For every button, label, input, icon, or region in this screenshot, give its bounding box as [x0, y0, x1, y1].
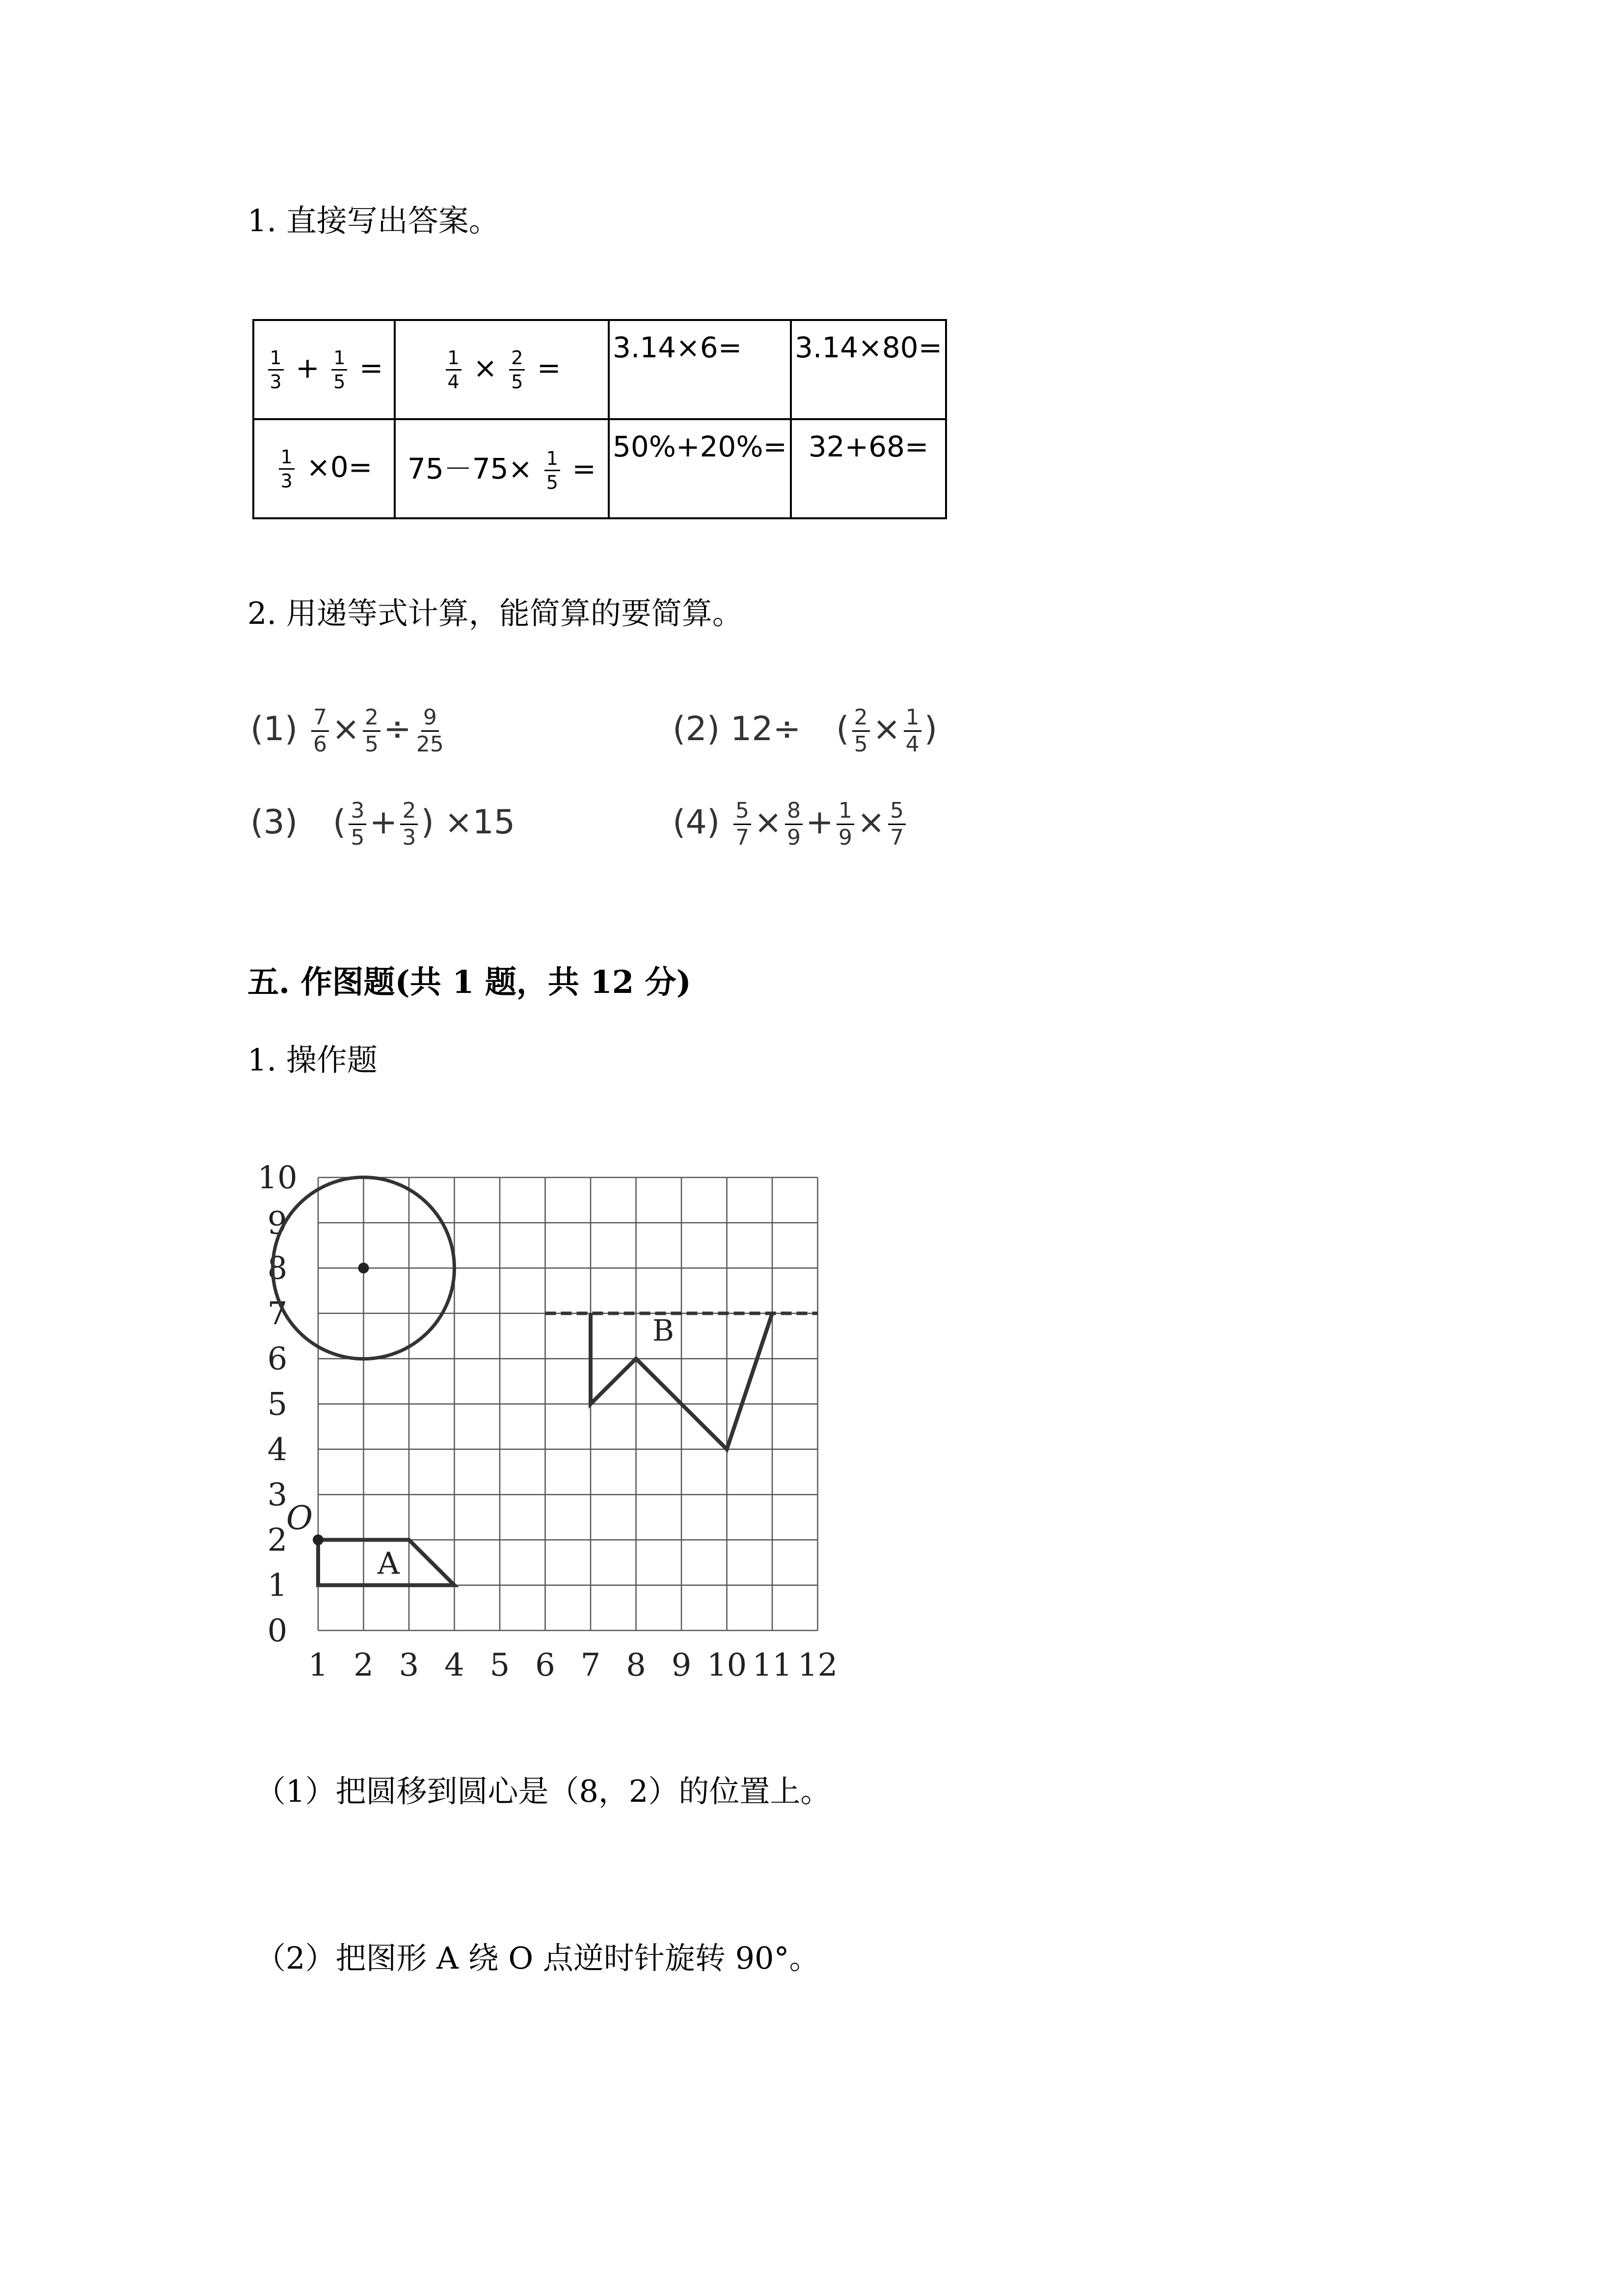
q1-title: 1. 直接写出答案。 — [247, 203, 499, 239]
fraction: $\frac{1}{4}$ — [904, 707, 921, 755]
problem-3: (3) ( $\frac{3}{5}$ + $\frac{2}{3}$ ) ×15 — [250, 798, 515, 850]
cell-r2c3: 50%+20%= — [609, 419, 791, 518]
fraction: $\frac{8}{9}$ — [785, 800, 803, 849]
fraction: $\frac{1}{3}$ — [279, 448, 295, 490]
q5-1-title: 1. 操作题 — [247, 1042, 378, 1078]
x-tick-label: 6 — [535, 1647, 555, 1683]
y-tick-label: 0 — [267, 1613, 288, 1649]
point-o-label: O — [286, 1499, 313, 1537]
shape-b-label: B — [652, 1313, 675, 1348]
fraction: $\frac{1}{9}$ — [837, 800, 854, 849]
y-tick-label: 3 — [267, 1477, 288, 1514]
x-tick-label: 5 — [489, 1647, 510, 1683]
x-tick-label: 9 — [671, 1647, 692, 1683]
cell-r1c4: 3.14×80= — [791, 320, 946, 419]
x-tick-label: 4 — [444, 1647, 464, 1683]
cell-r2c1: $\frac{1}{3}$ ×0= — [253, 419, 395, 518]
task-1: （1）把圆移到圆心是（8，2）的位置上。 — [255, 1773, 831, 1809]
x-tick-label: 3 — [399, 1647, 419, 1683]
x-tick-label: 10 — [706, 1647, 747, 1683]
y-tick-label: 7 — [267, 1295, 288, 1332]
cell-r1c2: $\frac{1}{4}$ × $\frac{2}{5}$ = — [395, 320, 609, 419]
fraction: $\frac{1}{4}$ — [446, 348, 461, 391]
cell-r1c3: 3.14×6= — [609, 320, 791, 419]
x-tick-label: 11 — [752, 1647, 792, 1683]
y-tick-label: 9 — [267, 1205, 288, 1242]
section-heading: 五. 作图题(共 1 题，共 12 分) — [247, 964, 691, 1001]
fraction: $\frac{1}{5}$ — [331, 348, 347, 391]
circle-center-point — [358, 1263, 369, 1274]
fraction: $\frac{3}{5}$ — [349, 800, 366, 849]
x-tick-label: 12 — [797, 1647, 838, 1683]
y-tick-label: 10 — [257, 1160, 298, 1196]
table-row — [253, 320, 946, 419]
fraction: $\frac{5}{7}$ — [733, 800, 751, 849]
fraction: $\frac{7}{6}$ — [311, 707, 329, 755]
fraction: $\frac{1}{3}$ — [268, 348, 284, 391]
problem-2: (2) 12÷ ( $\frac{2}{5}$ × $\frac{1}{4}$ ) — [673, 705, 938, 757]
mental-math-table — [252, 319, 947, 519]
cell-r1c1: $\frac{1}{3}$ + $\frac{1}{5}$ = — [253, 320, 395, 419]
problem-1: (1) $\frac{7}{6}$ × $\frac{2}{5}$ ÷ $\frac{9}{25}$ — [250, 707, 449, 755]
x-tick-label: 8 — [626, 1647, 646, 1683]
fraction: $\frac{5}{7}$ — [888, 800, 906, 849]
cell-r2c2: 75－75× $\frac{1}{5}$ = — [395, 419, 609, 518]
fraction: $\frac{2}{5}$ — [363, 707, 380, 755]
q2-title: 2. 用递等式计算，能简算的要简算。 — [247, 595, 743, 631]
table-row — [253, 419, 946, 518]
fraction: $\frac{2}{5}$ — [509, 348, 525, 391]
shape-a-label: A — [377, 1545, 400, 1581]
x-tick-label: 1 — [308, 1647, 328, 1683]
y-tick-label: 4 — [267, 1431, 288, 1468]
x-tick-label: 2 — [353, 1647, 374, 1683]
fraction: $\frac{2}{5}$ — [852, 707, 870, 755]
cell-r2c4: 32+68= — [791, 419, 946, 518]
fraction: $\frac{2}{3}$ — [400, 800, 418, 849]
fraction: $\frac{9}{25}$ — [416, 705, 444, 757]
y-tick-label: 6 — [267, 1341, 288, 1378]
task-2: （2）把图形 A 绕 O 点逆时针旋转 90°。 — [255, 1940, 820, 1976]
y-tick-label: 2 — [267, 1522, 288, 1559]
y-tick-label: 1 — [267, 1567, 288, 1604]
fraction: $\frac{1}{5}$ — [544, 449, 560, 492]
y-tick-label: 5 — [267, 1386, 288, 1423]
coordinate-grid — [245, 1148, 913, 1683]
y-tick-label: 8 — [267, 1250, 288, 1287]
problem-4: (4) $\frac{5}{7}$ × $\frac{8}{9}$ + $\frac{1}{9}$ × $\frac{5}{7}$ — [673, 800, 909, 849]
x-tick-label: 7 — [580, 1647, 601, 1683]
point-o — [313, 1534, 324, 1545]
